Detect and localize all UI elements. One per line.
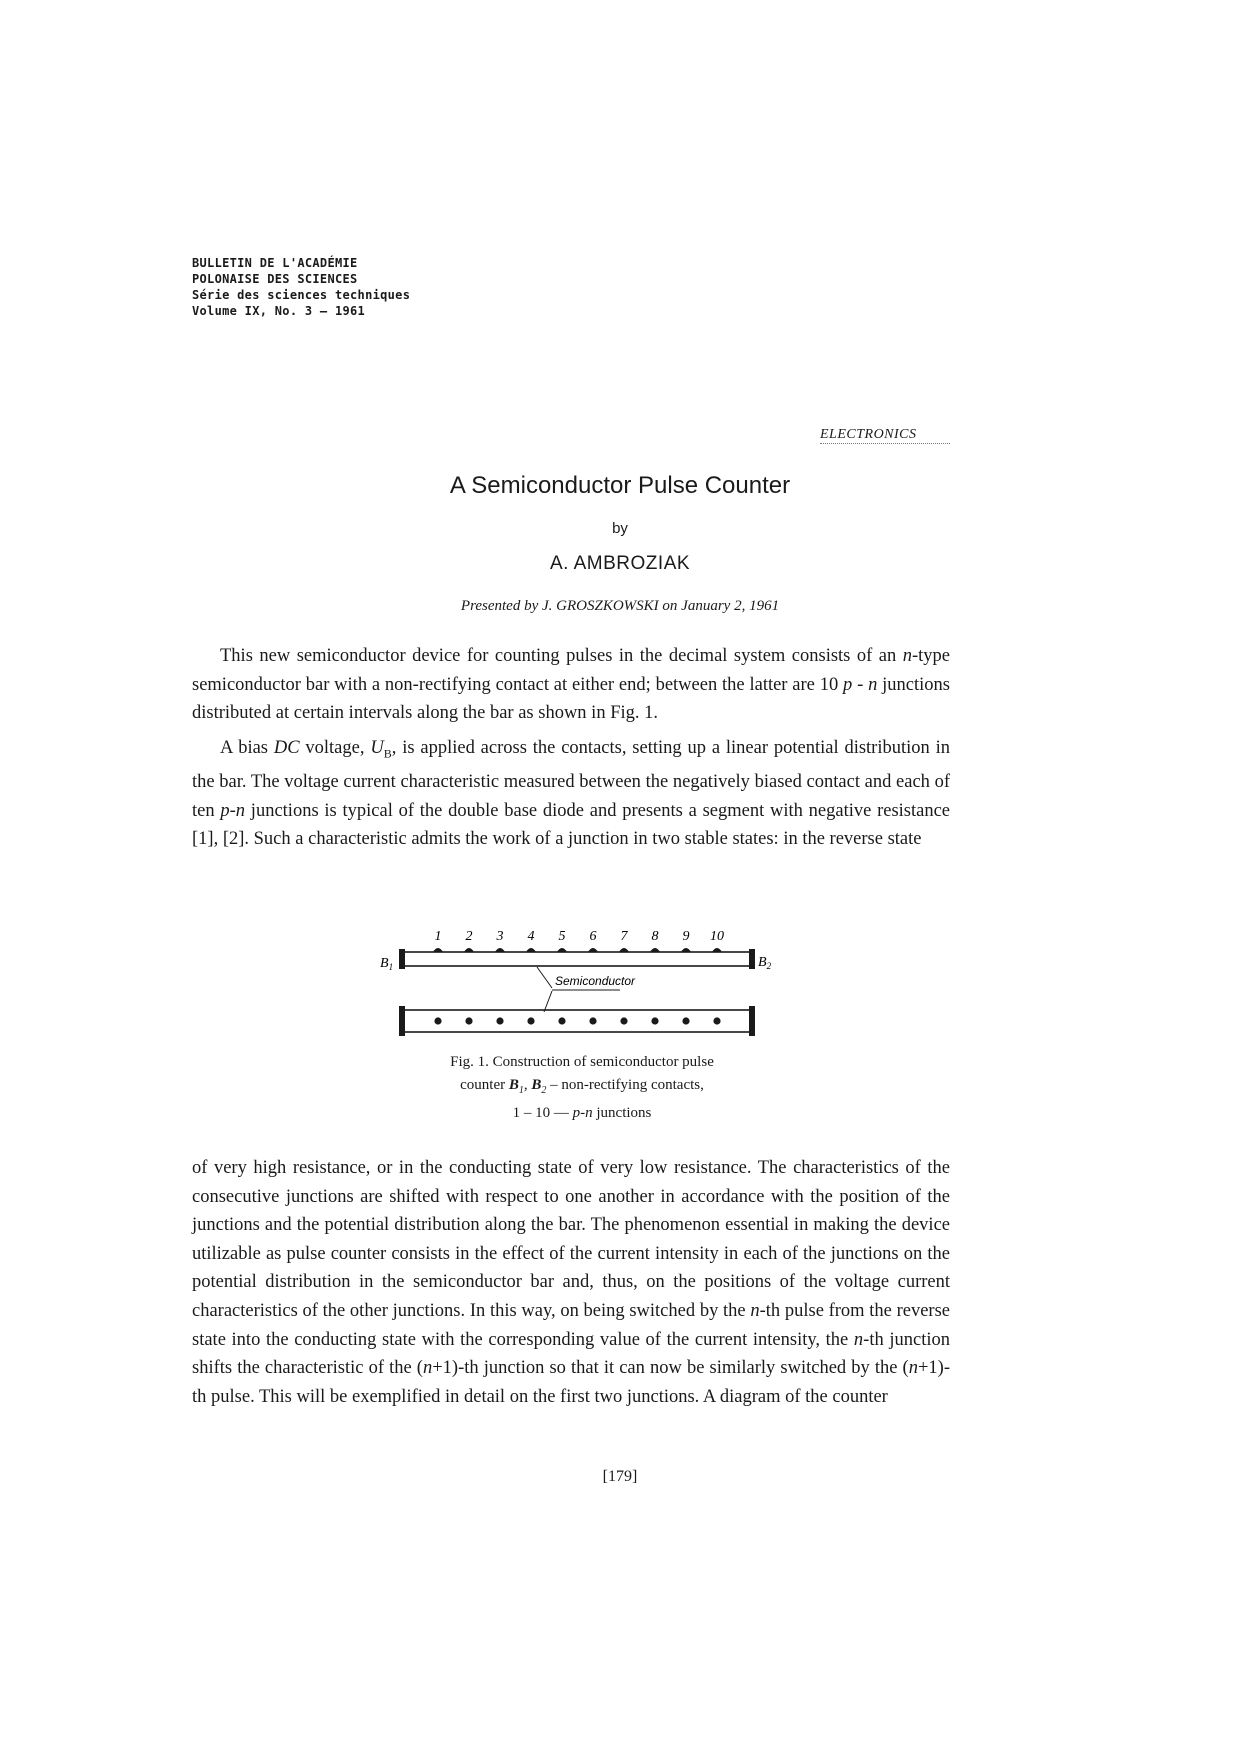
semiconductor-bar-bottom xyxy=(404,1010,750,1032)
junction-marker-top-2 xyxy=(464,948,474,952)
junction-dot-8 xyxy=(651,1017,658,1024)
junction-dot-9 xyxy=(682,1017,689,1024)
junction-label-1: 1 xyxy=(434,929,442,944)
presented-by-line: Presented by J. GROSZKOWSKI on January 2, 1961 xyxy=(460,598,780,614)
junction-marker-top-4 xyxy=(526,948,536,952)
journal-line: BULLETIN DE L'ACADÉMIE xyxy=(192,256,358,270)
junction-marker-top-3 xyxy=(495,948,505,952)
junction-label-7: 7 xyxy=(620,929,628,944)
journal-line: Série des sciences techniques xyxy=(192,288,411,302)
junction-marker-top-9 xyxy=(681,948,691,952)
junction-label-5: 5 xyxy=(558,929,566,944)
by-line: by xyxy=(612,520,628,537)
contact-b2-bottom xyxy=(749,1006,755,1036)
junction-label-6: 6 xyxy=(589,929,597,944)
figure-caption xyxy=(392,1051,772,1125)
leader-line-bottom xyxy=(544,991,552,1012)
junction-labels xyxy=(435,929,725,944)
semiconductor-bar-diagram xyxy=(380,922,780,1040)
left-contact-label: $B_1$ xyxy=(380,956,394,972)
figure-1-diagram xyxy=(380,922,780,1040)
journal-header xyxy=(192,255,410,319)
journal-line: POLONAISE DES SCIENCES xyxy=(192,272,358,286)
junction-label-2: 2 xyxy=(465,929,473,944)
caption-line: Fig. 1. Construction of semiconductor pulse xyxy=(450,1054,714,1070)
junction-dot-10 xyxy=(713,1017,720,1024)
junction-dot-4 xyxy=(527,1017,534,1024)
contact-b2 xyxy=(749,949,755,969)
junction-label-8: 8 xyxy=(651,929,659,944)
body-text-bottom xyxy=(192,1154,950,1411)
junction-marker-top-5 xyxy=(557,948,567,952)
junction-markers-bottom xyxy=(434,1017,720,1024)
journal-line: Volume IX, No. 3 — 1961 xyxy=(192,304,366,318)
junction-marker-top-7 xyxy=(619,948,629,952)
junction-dot-5 xyxy=(558,1017,565,1024)
junction-dot-2 xyxy=(465,1017,472,1024)
caption-line: counter $B_1$, $B_2$ – non-rectifying contacts, xyxy=(460,1077,704,1096)
junction-label-3: 3 xyxy=(496,929,504,944)
junction-dot-3 xyxy=(496,1017,503,1024)
page-number: [179] xyxy=(602,1468,638,1485)
junction-dot-1 xyxy=(434,1017,441,1024)
junction-marker-top-10 xyxy=(712,948,722,952)
junction-label-9: 9 xyxy=(682,929,690,944)
junction-marker-top-1 xyxy=(433,948,443,952)
paragraph-2: A bias DC voltage, $U_B$, is applied across the contacts, setting up a linear potential distribution in the bar. The voltage current characteristic measured between the negatively biased contact and each of ten p-n junctions is typical of the double base diode and presents a segment with negative resistance [1], [2]. Such a characteristic admits the work of a junction in two stable states: in the reverse state xyxy=(192,737,951,850)
contact-b1-bottom xyxy=(399,1006,405,1036)
junction-marker-top-6 xyxy=(588,948,598,952)
right-contact-label: $B_2$ xyxy=(758,955,772,971)
paper-title: A Semiconductor Pulse Counter xyxy=(449,472,791,499)
junction-dot-7 xyxy=(620,1017,627,1024)
semiconductor-bar-top xyxy=(404,952,750,966)
junction-label-10: 10 xyxy=(710,929,724,944)
paragraph-1: This new semiconductor device for counting pulses in the decimal system consists of an n-type semiconductor bar with a non-rectifying contact at either end; between the latter are 10 p - n junctions distributed at certain intervals along the bar as shown in Fig. 1. xyxy=(192,646,950,724)
author-name: A. AMBROZIAK xyxy=(549,553,691,574)
junction-label-4: 4 xyxy=(527,929,535,944)
section-label: ELECTRONICS xyxy=(820,427,950,444)
leader-line-top xyxy=(537,967,552,988)
caption-line: 1 – 10 — p-n junctions xyxy=(512,1105,652,1121)
junction-dot-6 xyxy=(589,1017,596,1024)
semiconductor-label: Semiconductor xyxy=(555,974,636,988)
junction-marker-top-8 xyxy=(650,948,660,952)
contact-b1 xyxy=(399,949,405,969)
paragraph-3: of very high resistance, or in the conducting state of very low resistance. The characteristics of the consecutive junctions are shifted with respect to one another in accordance with the position of the junctions and the potential distribution along the bar. The phenomenon essential in making the device utilizable as pulse counter consists in the effect of the current intensity in each of the junctions on the potential distribution in the semiconductor bar and, thus, on the positions of the voltage current characteristics of the other junctions. In this way, on being switched by the n-th pulse from the reverse state into the conducting state with the corresponding value of the current intensity, the n-th junction shifts the characteristic of the (n+1)-th junction so that it can now be similarly switched by the (n+1)-th pulse. This will be exemplified in detail on the first two junctions. A diagram of the counter xyxy=(192,1158,950,1407)
body-text-top xyxy=(192,642,950,854)
